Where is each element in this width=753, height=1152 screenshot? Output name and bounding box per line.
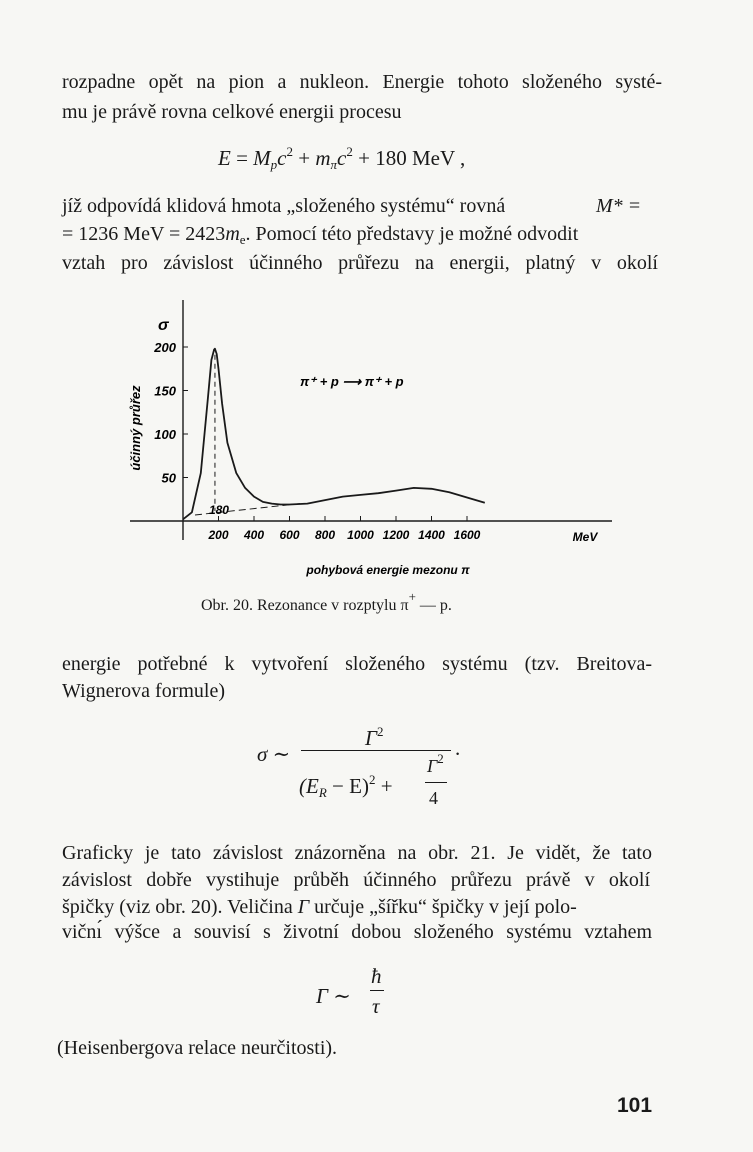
x-tick-label: 1400 (418, 528, 445, 542)
text-line: špičky (viz obr. 20). Veličina Γ určuje „šířku“ špičky v její polo- (62, 896, 577, 918)
text-line: M* = (596, 195, 642, 217)
x-tick-label: 600 (279, 528, 300, 542)
x-tick-label: 1200 (382, 528, 410, 542)
page-number: 101 (617, 1094, 653, 1117)
x-unit-label: MeV (572, 530, 598, 544)
y-tick-label: 100 (154, 427, 176, 442)
text-line: = 1236 MeV = $2423m_e$. Pomocí této představy je možné odvodit (62, 223, 579, 247)
y-tick-label: 50 (161, 470, 176, 486)
fraction-bar (370, 990, 384, 991)
figure-caption: Obr. 20. Rezonance v rozptylu π+ — p. (201, 589, 452, 614)
x-tick-label: 1000 (347, 528, 374, 542)
text-line: energie potřebné k vytvoření složeného systému (tzv. Breitova- (62, 653, 652, 675)
x-tick-label: 200 (208, 528, 229, 542)
x-tick-label: 800 (314, 528, 336, 542)
text-line: mu je právě rovna celkové energii procesu (62, 101, 402, 123)
text-line: vztah pro závislost účinného průřezu na energii, platný v okolí (62, 252, 658, 274)
gamma-formula: Γ ∼ ħ τ (316, 960, 406, 1030)
text-line: (Heisenbergova relace neurčitosti). (57, 1037, 338, 1059)
peak-annotation: 180 (208, 503, 229, 517)
text-line: závislost dobře vystihuje průběh účinného průřezu právě v okolí (62, 869, 650, 891)
chart-labels (128, 317, 598, 577)
text-line: Graficky je tato závislost znázorněna na obr. 21. Je vidět, že tato (62, 842, 652, 864)
text-line: vičnı́ výšce a souvisí s životní dobou složeného systému vztahem (62, 921, 652, 943)
equation-energy: $E = M_pc^2 + m_\pi c^2 + 180$ MeV , (218, 144, 466, 172)
text-line: Wignerova formule) (62, 680, 226, 702)
breit-wigner-formula: σ ∼ $\Gamma^2$ $(E_R - E)^2$ + $\Gamma^2$ 4 . (257, 724, 461, 808)
y-tick-label: 150 (154, 383, 176, 399)
fraction-bar (301, 750, 451, 751)
x-tick-label: 400 (243, 528, 265, 542)
chart-axes (130, 300, 612, 540)
text-line: rozpadne opět na pion a nukleon. Energie tohoto složeného systé- (62, 71, 662, 93)
small-fraction-bar (425, 782, 447, 783)
x-axis-label: pohybová energie mezonu π (306, 563, 470, 577)
reaction-label: π⁺ + p ⟶ π⁺ + p (300, 374, 404, 389)
y-tick-label: 200 (154, 340, 176, 355)
text-line: jíž odpovídá klidová hmota „složeného systému“ rovná (62, 195, 506, 217)
y-axis-label: účinný průřez (128, 385, 143, 471)
x-tick-label: 1600 (453, 528, 481, 542)
y-symbol: σ (158, 317, 169, 334)
